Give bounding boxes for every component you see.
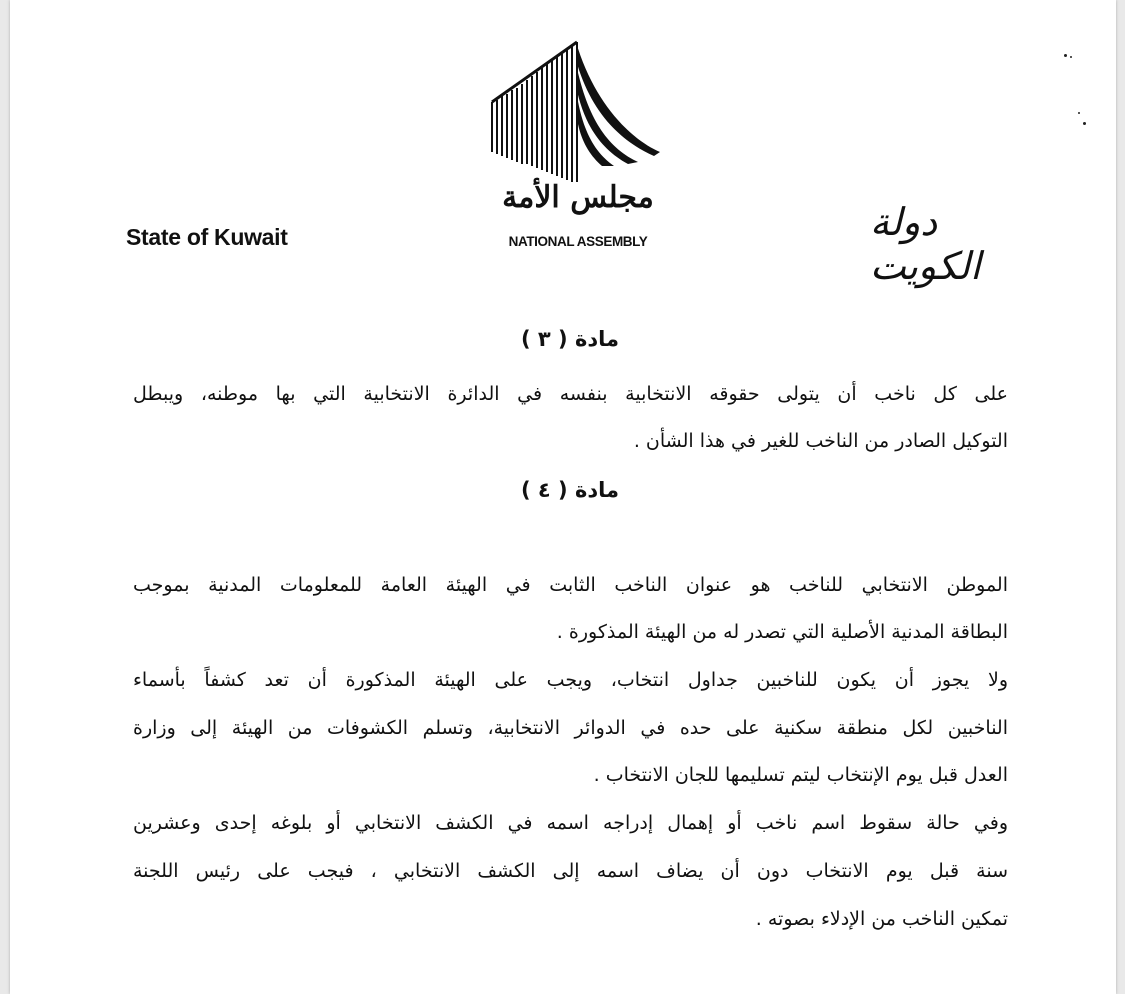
article-4-line: وفي حالة سقوط اسم ناخب أو إهمال إدراجه اسمه في الكشف الانتخابي أو بلوغه إحدى وعشرين bbox=[133, 812, 1008, 834]
scan-speck bbox=[1070, 56, 1072, 58]
article-4-line: تمكين الناخب من الإدلاء بصوته . bbox=[755, 908, 1008, 930]
scan-speck bbox=[1083, 122, 1086, 125]
scan-speck bbox=[1078, 112, 1080, 114]
article-3-line: التوكيل الصادر من الناخب للغير في هذا الشأن . bbox=[633, 430, 1008, 452]
scan-speck bbox=[1064, 54, 1067, 57]
article-3-line: على كل ناخب أن يتولى حقوقه الانتخابية بنفسه في الدائرة الانتخابية التي بها موطنه، ويبطل bbox=[133, 383, 1008, 405]
article-3-title: مادة ( ٣ ) bbox=[520, 327, 620, 351]
article-4-line: الموطن الانتخابي للناخب هو عنوان الناخب الثابت في الهيئة العامة للمعلومات المدنية بموجب bbox=[133, 574, 1008, 596]
state-of-kuwait-label: State of Kuwait bbox=[126, 224, 288, 250]
article-4-line: البطاقة المدنية الأصلية التي تصدر له من الهيئة المذكورة . bbox=[556, 621, 1008, 643]
article-4-line: العدل قبل يوم الإنتخاب ليتم تسليمها للجان الانتخاب . bbox=[593, 764, 1008, 786]
article-4-line: سنة قبل يوم الانتخاب دون أن يضاف اسمه إلى الكشف الانتخابي ، فيجب على رئيس اللجنة bbox=[133, 860, 1008, 882]
article-4-line: الناخبين لكل منطقة سكنية على حده في الدوائر الانتخابية، وتسلم الكشوفات من الهيئة إلى وزارة bbox=[133, 717, 1008, 739]
national-assembly-arabic-title: مجلس الأمة bbox=[502, 180, 654, 215]
national-assembly-english-title: NATIONAL ASSEMBLY bbox=[508, 234, 648, 249]
state-of-kuwait-arabic-label: دولة الكويت bbox=[870, 200, 981, 288]
national-assembly-emblem-icon bbox=[478, 40, 678, 260]
article-4-line: ولا يجوز أن يكون للناخبين جداول انتخاب، ويجب على الهيئة المذكورة أن تعد كشفاً بأسماء bbox=[133, 669, 1008, 691]
article-4-title: مادة ( ٤ ) bbox=[520, 478, 620, 502]
